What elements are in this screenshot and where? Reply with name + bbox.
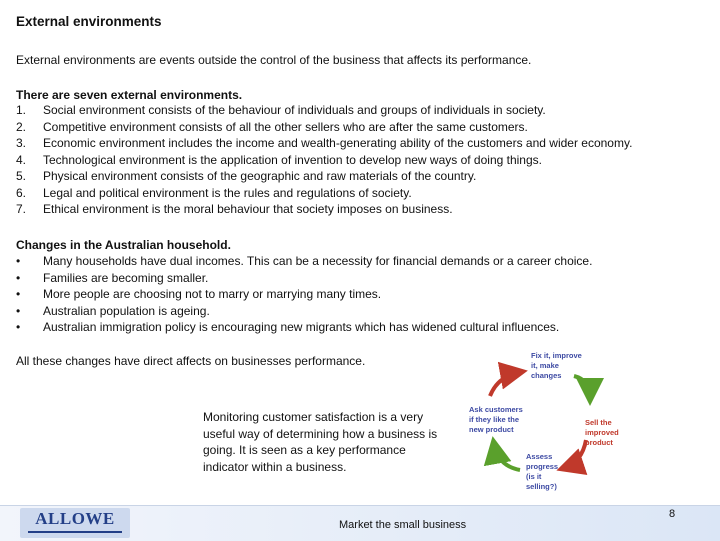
logo-underline [28, 531, 122, 533]
item-text: Families are becoming smaller. [43, 270, 209, 285]
list-item [16, 102, 632, 119]
environments-heading: There are seven external environments. [16, 88, 243, 102]
item-number: 7. [16, 202, 27, 216]
changes-heading: Changes in the Australian household. [16, 238, 231, 252]
affects-statement: All these changes have direct affects on businesses performance. [16, 354, 366, 368]
list-item [16, 286, 592, 303]
bullet-icon: • [16, 320, 21, 334]
cycle-label-top: Fix it, improve it, make changes [531, 351, 582, 380]
item-text: Technological environment is the application of invention to develop new ways of doing things. [43, 152, 542, 167]
item-text: Economic environment includes the income and wealth-generating ability of the customers and wider economy. [43, 136, 633, 150]
item-text: Competitive environment consists of all the other sellers who are after the same customers. [43, 119, 528, 134]
list-item [16, 185, 632, 202]
bullet-icon: • [16, 303, 21, 318]
cycle-label-bottom: Assess progress (is it selling?) [526, 452, 559, 491]
item-text: Physical environment consists of the geographic and raw materials of the country. [43, 169, 477, 183]
item-number: 5. [16, 169, 27, 183]
list-item [16, 152, 632, 169]
item-text: Legal and political environment is the rules and regulations of society. [43, 185, 412, 200]
bullet-icon: • [16, 270, 21, 285]
cycle-label-right: Sell the improved product [585, 418, 619, 447]
item-text: Social environment consists of the behaviour of individuals and groups of individuals in society. [43, 103, 546, 117]
environments-list [16, 102, 632, 218]
list-item [16, 168, 632, 185]
footer-title: Market the small business [339, 519, 467, 531]
cycle-arrow-top-right [574, 376, 590, 398]
list-item [16, 201, 632, 218]
list-item [16, 119, 632, 136]
list-item [16, 303, 592, 320]
cycle-arrow-bottom-left [494, 444, 520, 470]
item-text: Ethical environment is the moral behaviour that society imposes on business. [43, 202, 453, 216]
list-item [16, 135, 632, 152]
item-text: Australian immigration policy is encouraging new migrants which has widened cultural influences. [43, 320, 560, 334]
list-item [16, 270, 592, 287]
item-number: 3. [16, 136, 27, 150]
item-number: 6. [16, 185, 27, 200]
list-item [16, 253, 592, 270]
feedback-cycle-diagram [462, 346, 637, 496]
allowe-logo: ALLOWE [35, 509, 115, 528]
monitoring-callout: Monitoring customer satisfaction is a very useful way of determining how a business is going. It is seen as a key performance indicator within a business. [203, 410, 438, 474]
page-title: External environments [16, 14, 162, 29]
item-number: 2. [16, 119, 27, 134]
item-number: 1. [16, 103, 27, 117]
cycle-arrow-top-left [490, 372, 520, 396]
item-text: Australian population is ageing. [43, 303, 210, 318]
intro-paragraph: External environments are events outside the control of the business that affects its performance. [16, 53, 532, 67]
changes-list [16, 253, 592, 336]
list-item [16, 319, 592, 336]
item-number: 4. [16, 152, 27, 167]
page-number: 8 [669, 508, 676, 520]
bullet-icon: • [16, 287, 21, 301]
cycle-label-left: Ask customers if they like the new product [469, 405, 523, 434]
item-text: Many households have dual incomes. This can be a necessity for financial demands or a career choice. [43, 254, 593, 268]
cycle-arrow-bottom-right [564, 440, 586, 468]
bullet-icon: • [16, 254, 21, 268]
item-text: More people are choosing not to marry or marrying many times. [43, 287, 382, 301]
